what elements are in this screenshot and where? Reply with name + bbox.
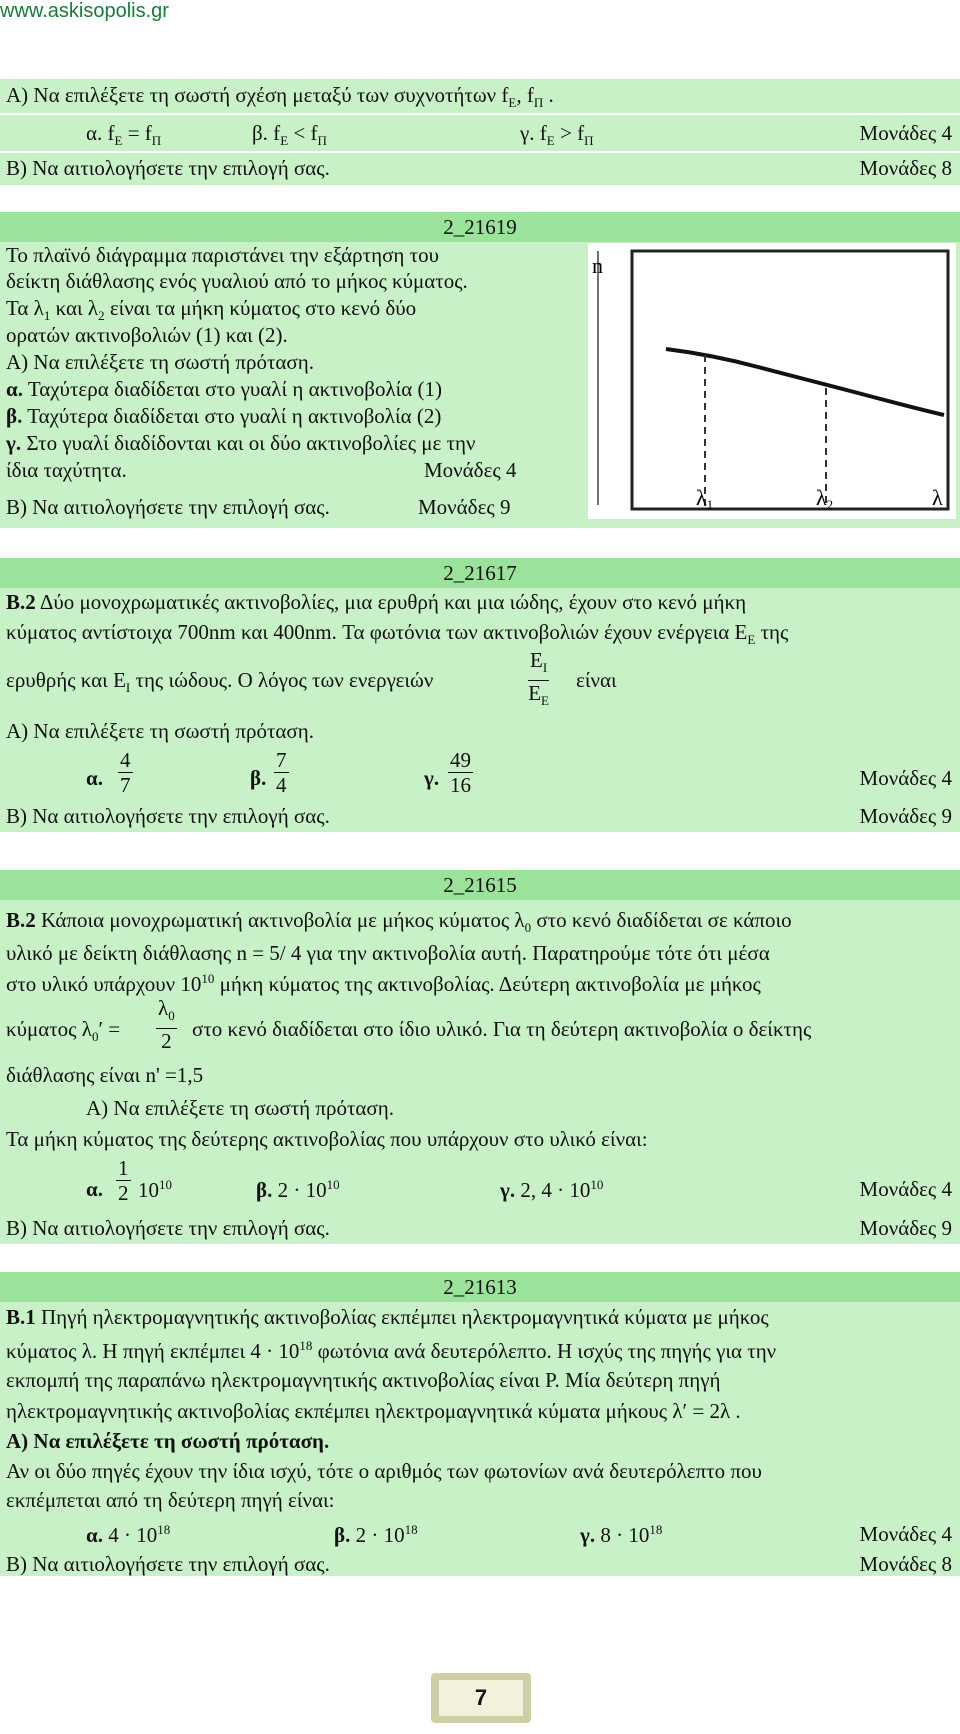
points-b: Μονάδες 8 [859, 156, 952, 180]
points-b: Μονάδες 9 [859, 1216, 952, 1240]
page-number-box [431, 1673, 531, 1723]
points-a: Μονάδες 4 [859, 1177, 952, 1201]
lambda1-label: λ1 [696, 485, 714, 512]
lambda-fraction: $\frac{\lambda_0}{2}$ [158, 996, 175, 1054]
option-b: β. Ταχύτερα διαδίδεται στο γυαλί η ακτινοβολία (2) [6, 404, 442, 428]
points-b: Μονάδες 9 [859, 804, 952, 828]
points-a: Μονάδες 4 [859, 121, 952, 145]
dispersion-curve [666, 349, 944, 415]
axis-n-label: n [592, 253, 603, 278]
option-b: β. $2 \cdot 10^{10}$ [256, 1177, 340, 1202]
option-a: α. $4 \cdot 10^{18}$ [86, 1522, 171, 1547]
axis-lambda-label: λ [932, 485, 943, 510]
question-block: Β.2 Κάποια μονοχρωματική ακτινοβολία με μήκος κύματος $\lambda_0$ στο κενό διαδίδεται σε κάποιο υλικό με δείκτη διάθλασης n = 5/ 4 για την ακτινοβολία αυτή. Παρατηρούμε τότε ότι μέσα στο υλικό υπάρχουν $10^{10}$ μήκη κύματος της ακτινοβολίας. Δεύτερη ακτινοβολία με μήκος κύματος $\lambda_0'$ = $\frac{\lambda_0}{2}$ στο κενό διαδίδεται στο ίδιο υλικό. Για τη δεύτερη ακτινοβολία ο δείκτης διάθλασης είναι n' =1,5 Α) Να επιλέξετε τη σωστή πρόταση. Τα μήκη κύματος της δεύτερης ακτινοβολίας που υπάρχουν στο υλικό είναι: α. $\frac{1}{2}$ $10^{10}$ β. $2 \cdot 10^{10}$ γ. 2, $4 \cdot 10^{10}$ Μονάδες 4 Β) Να αιτιολογήσετε την επιλογή σας. Μονάδες 9 [0, 900, 960, 1244]
page-number: 7 [439, 1680, 523, 1716]
option-a-fraction: $\frac{4}{7}$ [120, 748, 131, 797]
option-a: α. $f_E = f_\Pi$ [86, 121, 162, 149]
question-code: 2_21613 [0, 1272, 960, 1302]
option-c: γ. Στο γυαλί διαδίδονται και οι δύο ακτινοβολίες με την [6, 431, 476, 455]
option-b-fraction: $\frac{7}{4}$ [276, 748, 287, 797]
question-b-row: Β) Να αιτιολογήσετε την επιλογή σας. Μονάδες 8 [0, 151, 960, 185]
option-a-fraction: $\frac{1}{2}$ [118, 1156, 129, 1205]
points-b: Μονάδες 9 [418, 495, 511, 519]
option-c: γ. 2, $4 \cdot 10^{10}$ [500, 1177, 604, 1202]
points-a: Μονάδες 4 [424, 458, 517, 482]
points-a: Μονάδες 4 [859, 766, 952, 790]
question-block: Β.1 Πηγή ηλεκτρομαγνητικής ακτινοβολίας εκπέμπει ηλεκτρομαγνητικά κύματα με μήκος κύματος λ. Η πηγή εκπέμπει $4 \cdot 10^{18}$ φωτόνια ανά δευτερόλεπτο. Η ισχύς της πηγής για την εκπομπή της παραπάνω ηλεκτρομαγνητικής ακτινοβολίας είναι P. Μία δεύτερη πηγή ηλεκτρομαγνητικής ακτινοβολίας εκπέμπει ηλεκτρομαγνητικά κύματα μήκους λ′ = 2λ . Α) Να επιλέξετε τη σωστή πρόταση. Αν οι δύο πηγές έχουν την ίδια ισχύ, τότε ο αριθμός των φωτονίων ανά δευτερόλεπτο που εκπέμπεται από τη δεύτερη πηγή είναι: α. $4 \cdot 10^{18}$ β. $2 \cdot 10^{18}$ γ. $8 \cdot 10^{18}$ Μονάδες 4 Β) Να αιτιολογήσετε την επιλογή σας. Μονάδες 8 [0, 1302, 960, 1576]
option-a: α. Ταχύτερα διαδίδεται στο γυαλί η ακτινοβολία (1) [6, 377, 443, 401]
energy-ratio: $\frac{E_I}{E_E}$ [528, 648, 549, 709]
points-b: Μονάδες 8 [859, 1552, 952, 1576]
question-code: 2_21615 [0, 870, 960, 900]
question-code: 2_21617 [0, 558, 960, 588]
option-c: γ. $8 \cdot 10^{18}$ [580, 1522, 663, 1547]
plot-frame [632, 251, 948, 509]
option-b: β. $f_E < f_\Pi$ [252, 121, 327, 149]
diagram-svg [588, 243, 956, 519]
lambda2-label: λ2 [816, 485, 834, 512]
option-c-fraction: $\frac{49}{16}$ [450, 748, 471, 797]
points-a: Μονάδες 4 [859, 1522, 952, 1546]
question-block: Β.2 Δύο μονοχρωματικές ακτινοβολίες, μια ερυθρή και μια ιώδης, έχουν στο κενό μήκη κύματος αντίστοιχα 700nm και 400nm. Τα φωτόνια των ακτινοβολιών έχουν ενέργεια $E_E$ της ερυθρής και $E_I$ της ιώδους. Ο λόγος των ενεργειών $\frac{E_I}{E_E}$ είναι Α) Να επιλέξετε τη σωστή πρόταση. α. $\frac{4}{7}$ β. $\frac{7}{4}$ γ. $\frac{49}{16}$ Μονάδες 4 Β) Να αιτιολογήσετε την επιλογή σας. Μονάδες 9 [0, 588, 960, 832]
question-row: Α) Να επιλέξετε τη σωστή σχέση μεταξύ των συχνοτήτων $f_E$, $f_\Pi$ . [0, 79, 960, 113]
question-code: 2_21619 [0, 212, 960, 242]
refraction-diagram [588, 243, 956, 519]
options-row [0, 113, 960, 151]
site-link[interactable]: www.askisopolis.gr [0, 0, 169, 22]
option-c: γ. $f_E > f_\Pi$ [520, 121, 594, 149]
option-b: β. $2 \cdot 10^{18}$ [334, 1522, 418, 1547]
question-block: Το πλαϊνό διάγραμμα παριστάνει την εξάρτηση του δείκτη διάθλασης ενός γυαλιού από το μήκος κύματος. Τα $\lambda_1$ και $\lambda_2$ είναι τα μήκη κύματος στο κενό δύο ορατών ακτινοβολιών (1) και (2). Α) Να επιλέξετε τη σωστή πρόταση. α. Ταχύτερα διαδίδεται στο γυαλί η ακτινοβολία (1) β. Ταχύτερα διαδίδεται στο γυαλί η ακτινοβολία (2) γ. Στο γυαλί διαδίδονται και οι δύο ακτινοβολίες με την ίδια ταχύτητα. Μονάδες 4 Β) Να αιτιολογήσετε την επιλογή σας. Μονάδες 9 [0, 242, 960, 528]
